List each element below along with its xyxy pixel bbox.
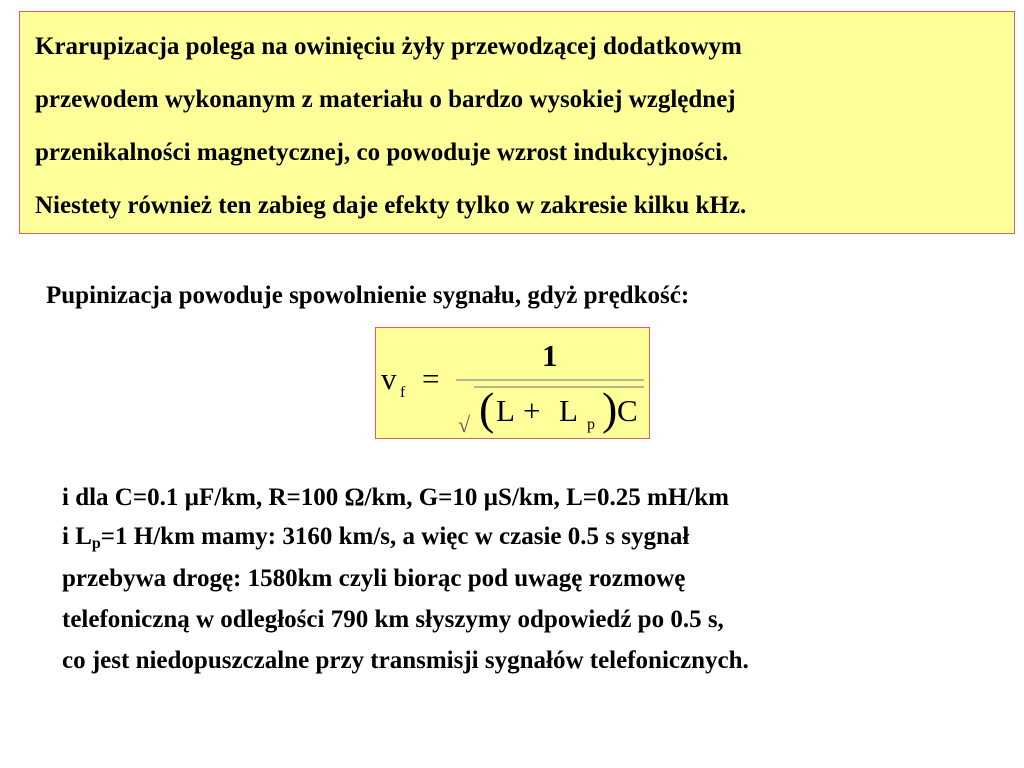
formula-radical: √ [458, 412, 471, 437]
formula-Lp: L [559, 393, 578, 428]
example-line-3: przebywa drogę: 1580km czyli biorąc pod uwagę rozmowę [62, 565, 686, 592]
formula-paren-close: ) [602, 383, 618, 434]
formula-lhs-v: v [381, 361, 397, 396]
formula-paren-open: ( [479, 383, 495, 434]
formula-C: C [617, 393, 638, 428]
example-line-5: co jest niedopuszczalne przy transmisji sygnałów telefonicznych. [62, 647, 749, 674]
pupinization-intro: Pupinizacja powoduje spowolnienie sygnału, gdyż prędkość: [46, 282, 690, 309]
formula-plus: + [523, 393, 541, 428]
formula-equals: = [422, 361, 440, 396]
example-line-2-rest: =1 H/km mamy: 3160 km/s, a więc w czasie 0.5 s sygnał [100, 523, 690, 550]
formula-numerator: 1 [542, 338, 558, 373]
example-line-2-prefix: i L [62, 523, 92, 550]
velocity-formula [376, 328, 649, 438]
formula-Lp-subscript: p [587, 416, 595, 433]
formula-lhs-subscript: f [400, 384, 406, 401]
formula-L: L [496, 393, 515, 428]
example-line-2 [62, 523, 690, 552]
example-line-1: i dla C=0.1 µF/km, R=100 Ω/km, G=10 µS/km, L=0.25 mH/km [62, 484, 729, 511]
krarupization-line-4: Niestety również ten zabieg daje efekty tylko w zakresie kilku kHz. [35, 192, 747, 219]
krarupization-line-3: przenikalności magnetycznej, co powoduje wzrost indukcyjności. [35, 139, 729, 166]
krarupization-line-2: przewodem wykonanym z materiału o bardzo wysokiej względnej [35, 86, 736, 113]
example-line-2-subscript: p [91, 535, 101, 552]
velocity-formula-box [375, 327, 650, 439]
krarupization-line-1: Krarupizacja polega na owinięciu żyły przewodzącej dodatkowym [35, 33, 742, 60]
example-line-4: telefoniczną w odległości 790 km słyszymy odpowiedź po 0.5 s, [62, 606, 724, 633]
krarupization-box [19, 11, 1015, 234]
